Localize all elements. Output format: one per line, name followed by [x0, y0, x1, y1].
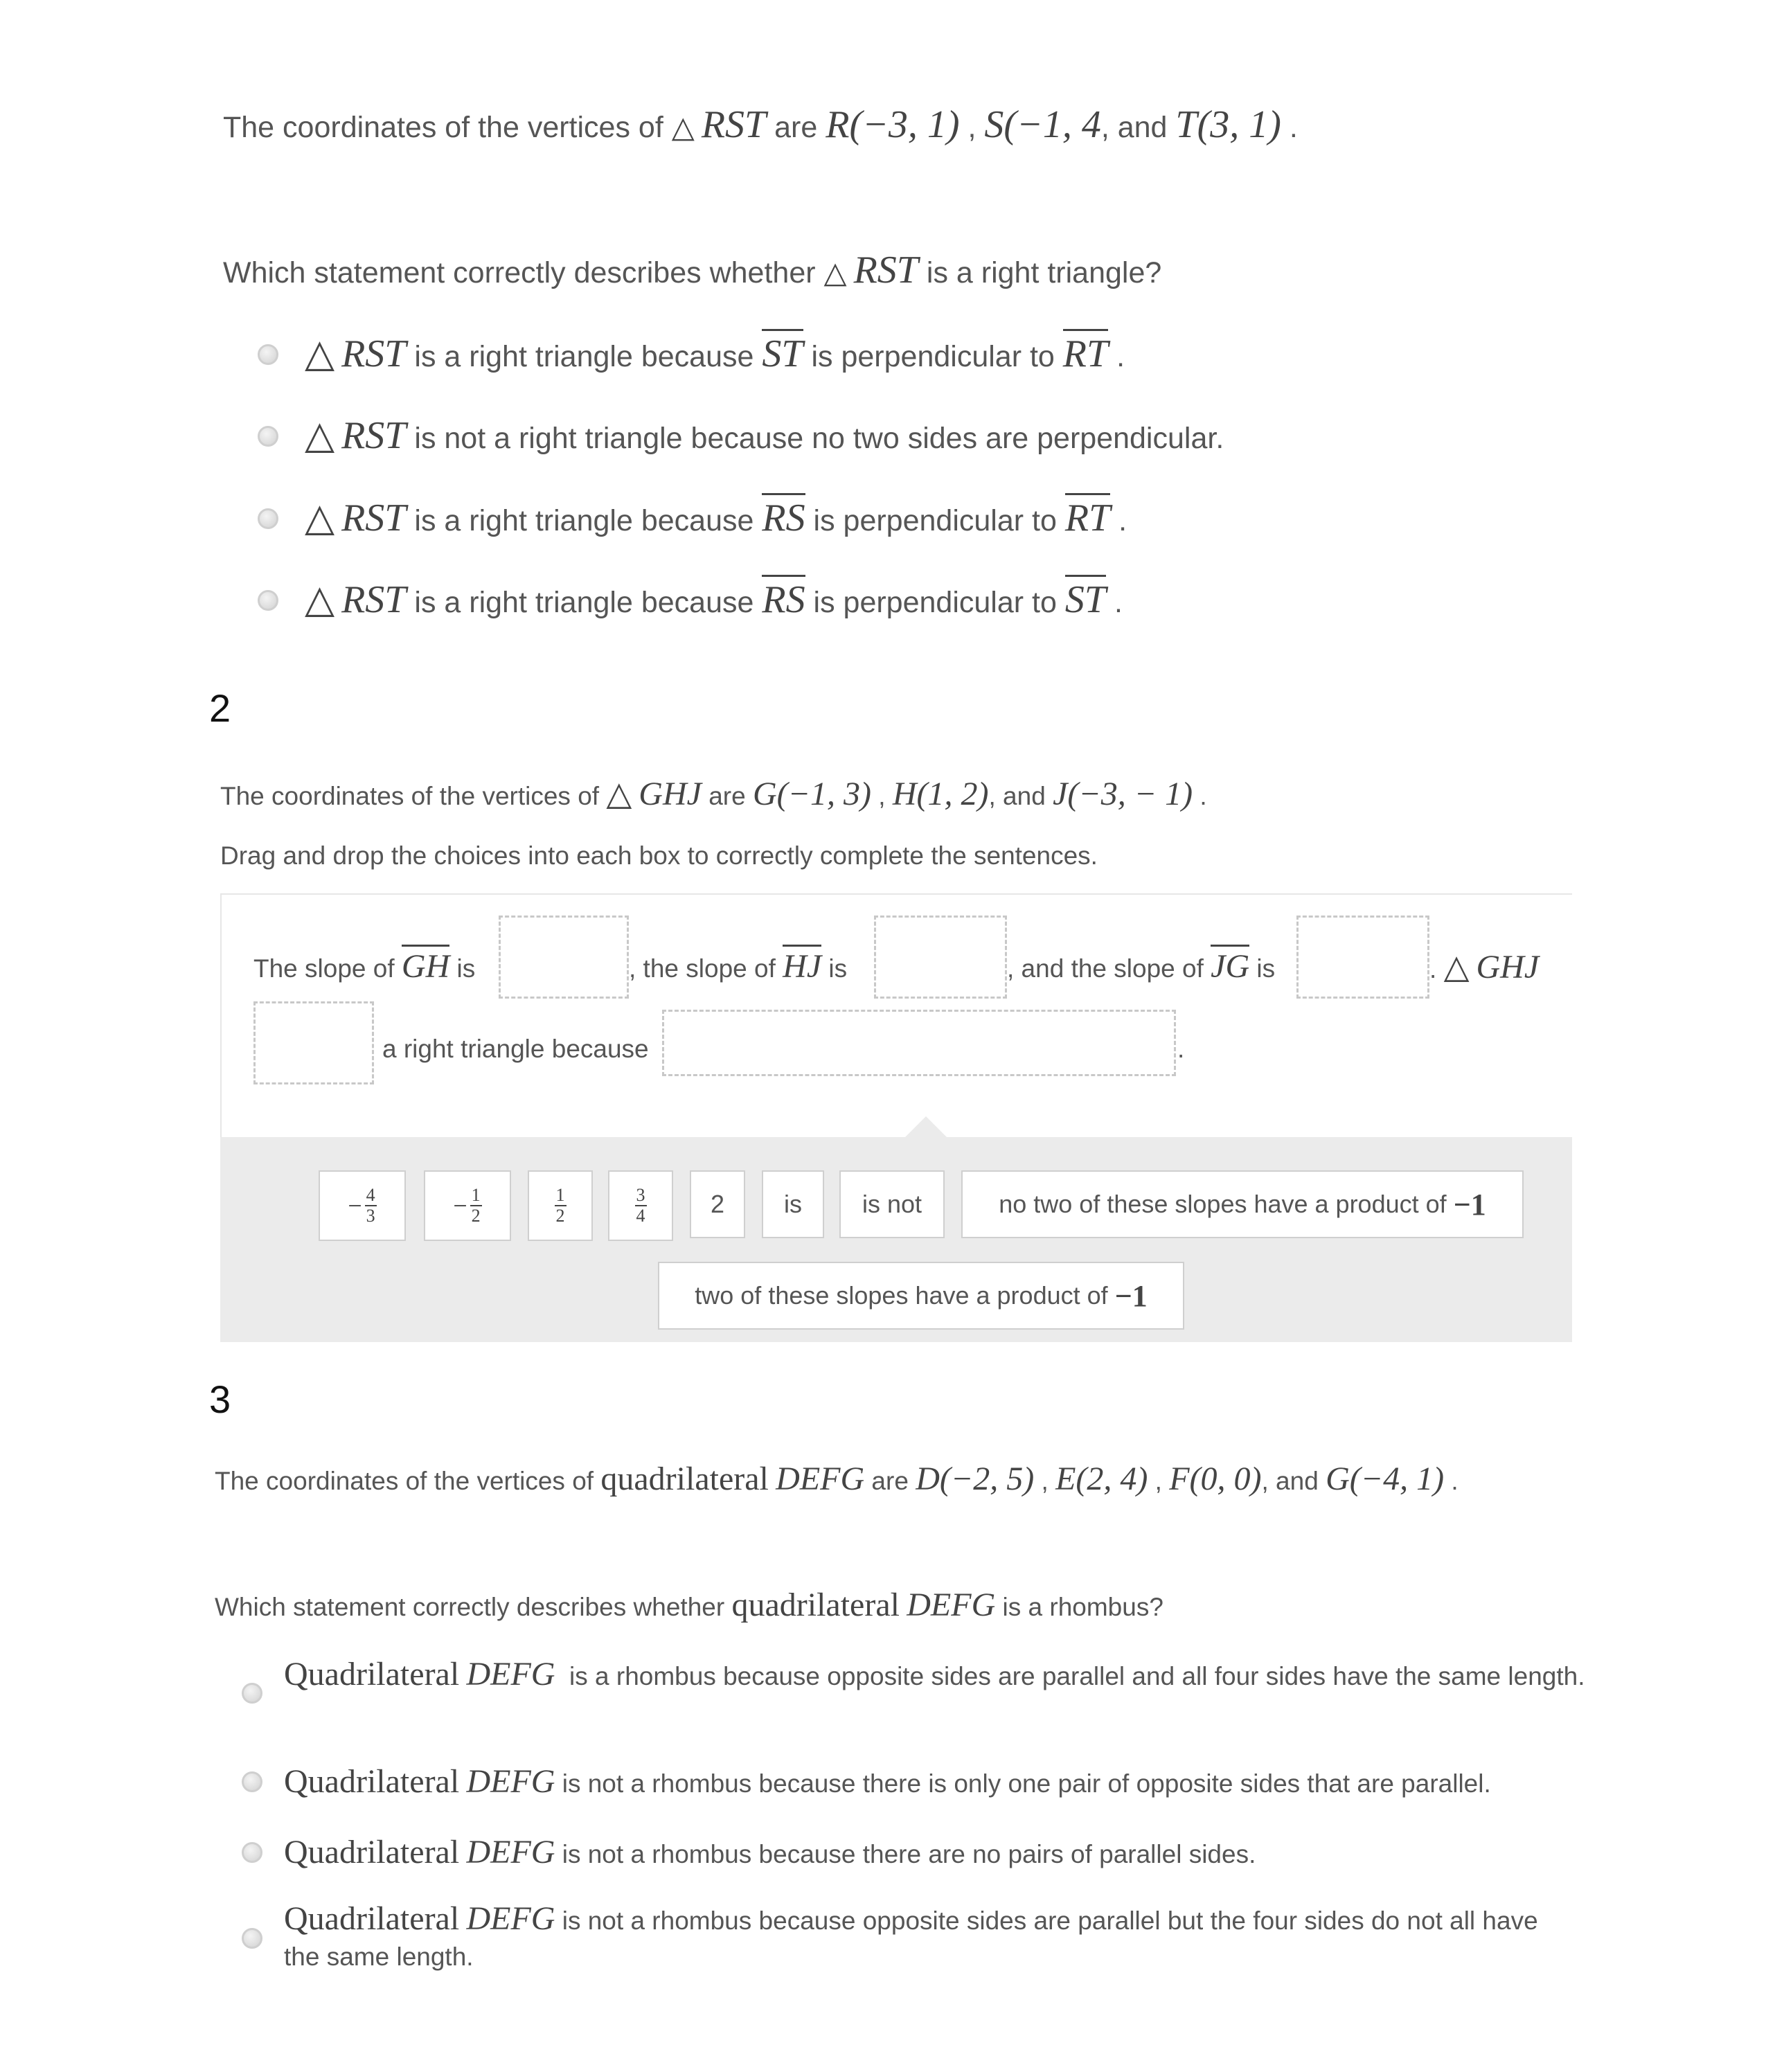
q1-option-3-radio[interactable] — [258, 508, 278, 529]
q3-option-3[interactable]: Quadrilateral DEFG is not a rhombus because there are no pairs of parallel sides. — [284, 1834, 1256, 1870]
tray-pointer — [904, 1116, 948, 1138]
drop-box-reason[interactable] — [662, 1010, 1176, 1076]
q3-option-1-radio[interactable] — [242, 1683, 262, 1704]
q1-option-1[interactable]: △ RST is a right triangle because ST is perpendicular to RT . — [305, 331, 1125, 376]
tile-is[interactable]: is — [762, 1170, 824, 1238]
q3-number: 3 — [209, 1377, 231, 1421]
q3-option-3-radio[interactable] — [242, 1842, 262, 1863]
q1-option-4[interactable]: △ RST is a right triangle because RS is perpendicular to ST . — [305, 577, 1123, 622]
q3-option-4[interactable]: Quadrilateral DEFG is not a rhombus because opposite sides are parallel but the four sides do not all have the same length. — [284, 1900, 1538, 1971]
q1-option-1-radio[interactable] — [258, 344, 278, 365]
tile-neg-4-3[interactable]: − $\frac{4}{3}$ — [319, 1170, 406, 1241]
tile-2[interactable]: 2 — [690, 1170, 745, 1238]
tile-no-two-slopes[interactable]: no two of these slopes have a product of −1 — [961, 1170, 1524, 1238]
sentence-part-3: , and the slope of JG is — [1007, 947, 1275, 985]
q3-option-4-radio[interactable] — [242, 1928, 262, 1949]
q1-stem: The coordinates of the vertices of △ RST are R(−3, 1) , S(−1, 4, and T(3, 1) . — [223, 103, 1298, 146]
drop-box-slope-hj[interactable] — [874, 916, 1007, 999]
sentence-part-4: . △ GHJ — [1429, 947, 1540, 986]
sentence-part-1: The slope of GH is — [253, 947, 475, 985]
q1-option-3[interactable]: △ RST is a right triangle because RS is perpendicular to RT . — [305, 495, 1127, 540]
sentence-part-5: a right triangle because — [382, 1035, 649, 1063]
drop-box-slope-jg[interactable] — [1296, 916, 1429, 999]
sentence-part-2: , the slope of HJ is — [629, 947, 847, 985]
q1-option-2[interactable]: △ RST is not a right triangle because no two sides are perpendicular. — [305, 413, 1224, 458]
tile-3-4[interactable]: $\frac{3}{4}$ — [608, 1170, 673, 1241]
q2-number: 2 — [209, 686, 231, 730]
q3-option-2-radio[interactable] — [242, 1771, 262, 1792]
tile-is-not[interactable]: is not — [839, 1170, 945, 1238]
drop-box-slope-gh[interactable] — [499, 916, 629, 999]
sentence-end: . — [1177, 1035, 1185, 1063]
q2-stem: The coordinates of the vertices of △ GHJ are G(−1, 3) , H(1, 2), and J(−3, − 1) . — [220, 774, 1207, 813]
tile-1-2[interactable]: $\frac{1}{2}$ — [528, 1170, 593, 1241]
q3-question: Which statement correctly describes whether quadrilateral DEFG is a rhombus? — [215, 1587, 1163, 1623]
q2-instruction: Drag and drop the choices into each box to correctly complete the sentences. — [220, 841, 1098, 870]
q1-option-4-radio[interactable] — [258, 590, 278, 611]
q3-stem: The coordinates of the vertices of quadrilateral DEFG are D(−2, 5) , E(2, 4) , F(0, 0), and G(−4, 1) . — [215, 1461, 1459, 1497]
q1-question: Which statement correctly describes whether △ RST is a right triangle? — [223, 249, 1162, 292]
q3-option-2[interactable]: Quadrilateral DEFG is not a rhombus because there is only one pair of opposite sides that are parallel. — [284, 1763, 1491, 1800]
q1-option-2-radio[interactable] — [258, 426, 278, 447]
tile-two-slopes[interactable]: two of these slopes have a product of −1 — [658, 1262, 1184, 1330]
q3-option-1[interactable]: Quadrilateral DEFG is a rhombus because opposite sides are parallel and all four sides have the same length. — [284, 1656, 1585, 1693]
drop-box-is-isnot[interactable] — [253, 1001, 374, 1084]
tile-neg-1-2[interactable]: − $\frac{1}{2}$ — [424, 1170, 511, 1241]
